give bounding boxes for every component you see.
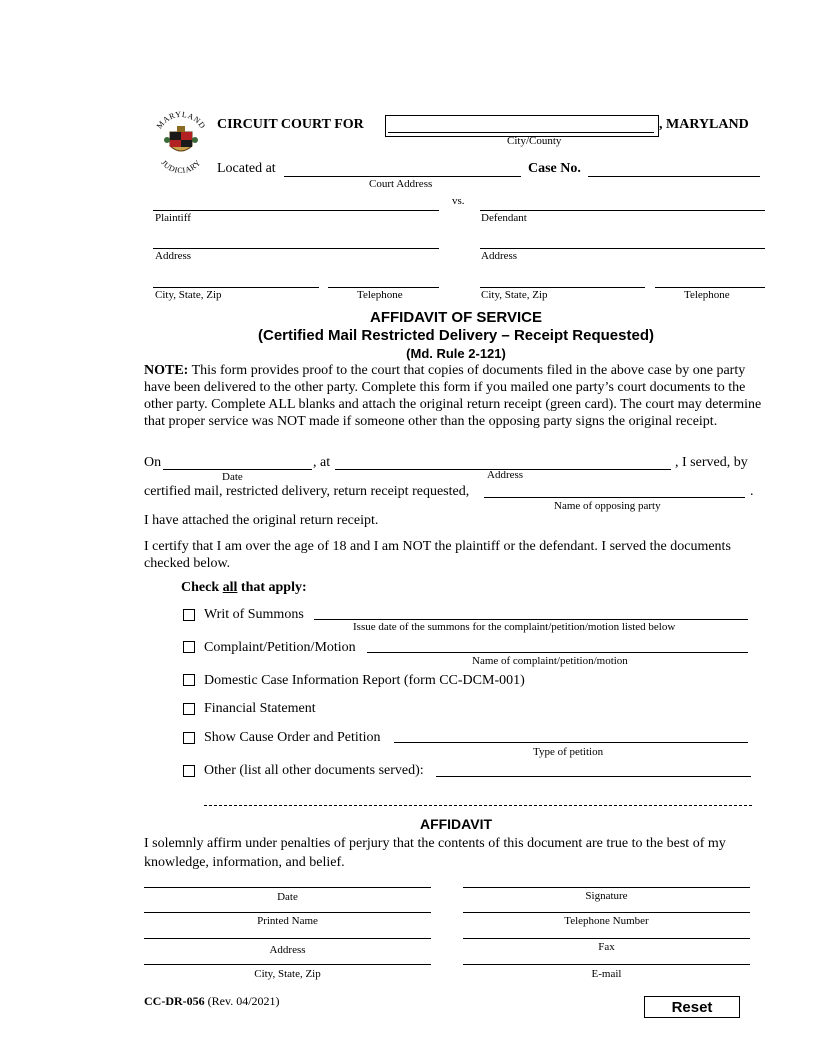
other-documents-field[interactable] (436, 776, 751, 777)
address-field[interactable] (144, 938, 431, 939)
served-by-label: , I served, by (675, 455, 748, 470)
financial-statement-label: Financial Statement (204, 701, 316, 716)
on-label: On (144, 455, 162, 470)
defendant-telephone-caption: Telephone (684, 289, 730, 301)
domestic-case-report-checkbox[interactable] (183, 674, 195, 686)
plaintiff-field[interactable] (153, 210, 439, 211)
plaintiff-address-caption: Address (155, 250, 192, 262)
plaintiff-telephone-field[interactable] (328, 287, 439, 288)
defendant-address-field[interactable] (480, 248, 765, 249)
email-field[interactable] (463, 964, 750, 965)
court-label: CIRCUIT COURT FOR (217, 117, 364, 132)
opposing-party-caption: Name of opposing party (554, 500, 661, 512)
period: . (750, 484, 754, 499)
note-text: This form provides proof to the court that copies of documents filed in the above case by one party have been delivered to the other party. Complete this form if you mailed one party’s court documents to the other party. Complete ALL blanks and attach the original return receipt (green card). The court may determine that proper service was NOT made if someone other than the opposing party signs the original receipt. (144, 363, 762, 429)
date-caption: Date (277, 891, 298, 903)
defendant-caption: Defendant (481, 212, 527, 224)
city-county-caption: City/County (507, 135, 562, 147)
court-address-caption: Court Address (369, 178, 433, 190)
writ-of-summons-checkbox[interactable] (183, 609, 195, 621)
show-cause-checkbox[interactable] (183, 732, 195, 744)
maryland-judiciary-seal (150, 110, 212, 180)
service-date-caption: Date (222, 471, 243, 483)
other-documents-continuation-field[interactable] (204, 805, 752, 806)
form-id: CC-DR-056 (Rev. 04/2021) (144, 994, 280, 1008)
plaintiff-caption: Plaintiff (155, 212, 191, 224)
other-documents-label: Other (list all other documents served): (204, 763, 424, 778)
certify-statement: I certify that I am over the age of 18 and I am NOT the plaintiff or the defendant. I served the documents checked below. (144, 539, 731, 571)
seal-bottom-text: JUDICIARY (159, 158, 203, 176)
show-cause-caption: Type of petition (533, 746, 604, 758)
reset-button[interactable]: Reset (644, 996, 740, 1018)
city-state-zip-field[interactable] (144, 964, 431, 965)
note-paragraph (144, 362, 769, 430)
defendant-city-field[interactable] (480, 287, 645, 288)
signature-field[interactable] (463, 887, 750, 888)
plaintiff-city-field[interactable] (153, 287, 319, 288)
form-subtitle: (Certified Mail Restricted Delivery – Receipt Requested) (258, 327, 654, 344)
form-title: AFFIDAVIT OF SERVICE (370, 309, 542, 326)
date-field[interactable] (144, 887, 431, 888)
telephone-number-caption: Telephone Number (564, 915, 649, 927)
defendant-city-caption: City, State, Zip (481, 289, 548, 301)
complaint-caption: Name of complaint/petition/motion (472, 655, 628, 667)
state-suffix: , MARYLAND (659, 117, 749, 132)
address-caption: Address (269, 944, 306, 956)
city-county-field[interactable] (385, 115, 659, 137)
certified-text: certified mail, restricted delivery, return receipt requested, (144, 484, 470, 499)
email-caption: E-mail (591, 968, 622, 980)
service-address-caption: Address (487, 469, 524, 481)
complaint-label: Complaint/Petition/Motion (204, 640, 356, 655)
affidavit-heading: AFFIDAVIT (419, 816, 493, 832)
plaintiff-address-field[interactable] (153, 248, 439, 249)
show-cause-field[interactable] (394, 742, 748, 743)
complaint-checkbox[interactable] (183, 641, 195, 653)
form-rule: (Md. Rule 2-121) (406, 346, 506, 361)
svg-text:JUDICIARY (159, 158, 202, 175)
attached-statement: I have attached the original return receipt. (144, 513, 379, 528)
writ-of-summons-label: Writ of Summons (204, 607, 304, 622)
plaintiff-city-caption: City, State, Zip (155, 289, 222, 301)
show-cause-label: Show Cause Order and Petition (204, 730, 381, 745)
checklist-heading: Check all that apply: (181, 580, 307, 595)
complaint-field[interactable] (367, 652, 748, 653)
defendant-telephone-field[interactable] (655, 287, 765, 288)
city-state-zip-caption: City, State, Zip (254, 968, 321, 980)
court-address-field[interactable] (284, 176, 521, 177)
plaintiff-telephone-caption: Telephone (357, 289, 403, 301)
other-documents-checkbox[interactable] (183, 765, 195, 777)
note-label: NOTE: (144, 363, 189, 378)
writ-of-summons-caption: Issue date of the summons for the complaint/petition/motion listed below (353, 621, 676, 633)
defendant-field[interactable] (480, 210, 765, 211)
at-label: , at (313, 455, 331, 470)
located-at-label: Located at (217, 161, 276, 176)
signature-caption: Signature (585, 890, 628, 902)
fax-caption: Fax (598, 941, 615, 953)
fax-field[interactable] (463, 938, 750, 939)
printed-name-field[interactable] (144, 912, 431, 913)
telephone-number-field[interactable] (463, 912, 750, 913)
service-date-field[interactable] (163, 469, 312, 470)
case-no-label: Case No. (528, 161, 581, 176)
financial-statement-checkbox[interactable] (183, 703, 195, 715)
opposing-party-field[interactable] (484, 497, 745, 498)
defendant-address-caption: Address (481, 250, 518, 262)
printed-name-caption: Printed Name (257, 915, 318, 927)
affidavit-text: I solemnly affirm under penalties of perjury that the contents of this document are true to the best of my knowledge, information, and belief. (144, 836, 726, 870)
seal-top-text: MARYLAND (154, 110, 208, 131)
vs-label: vs. (452, 195, 465, 207)
domestic-case-report-label: Domestic Case Information Report (form CC-DCM-001) (204, 673, 525, 688)
case-no-field[interactable] (588, 176, 760, 177)
writ-of-summons-field[interactable] (314, 619, 748, 620)
